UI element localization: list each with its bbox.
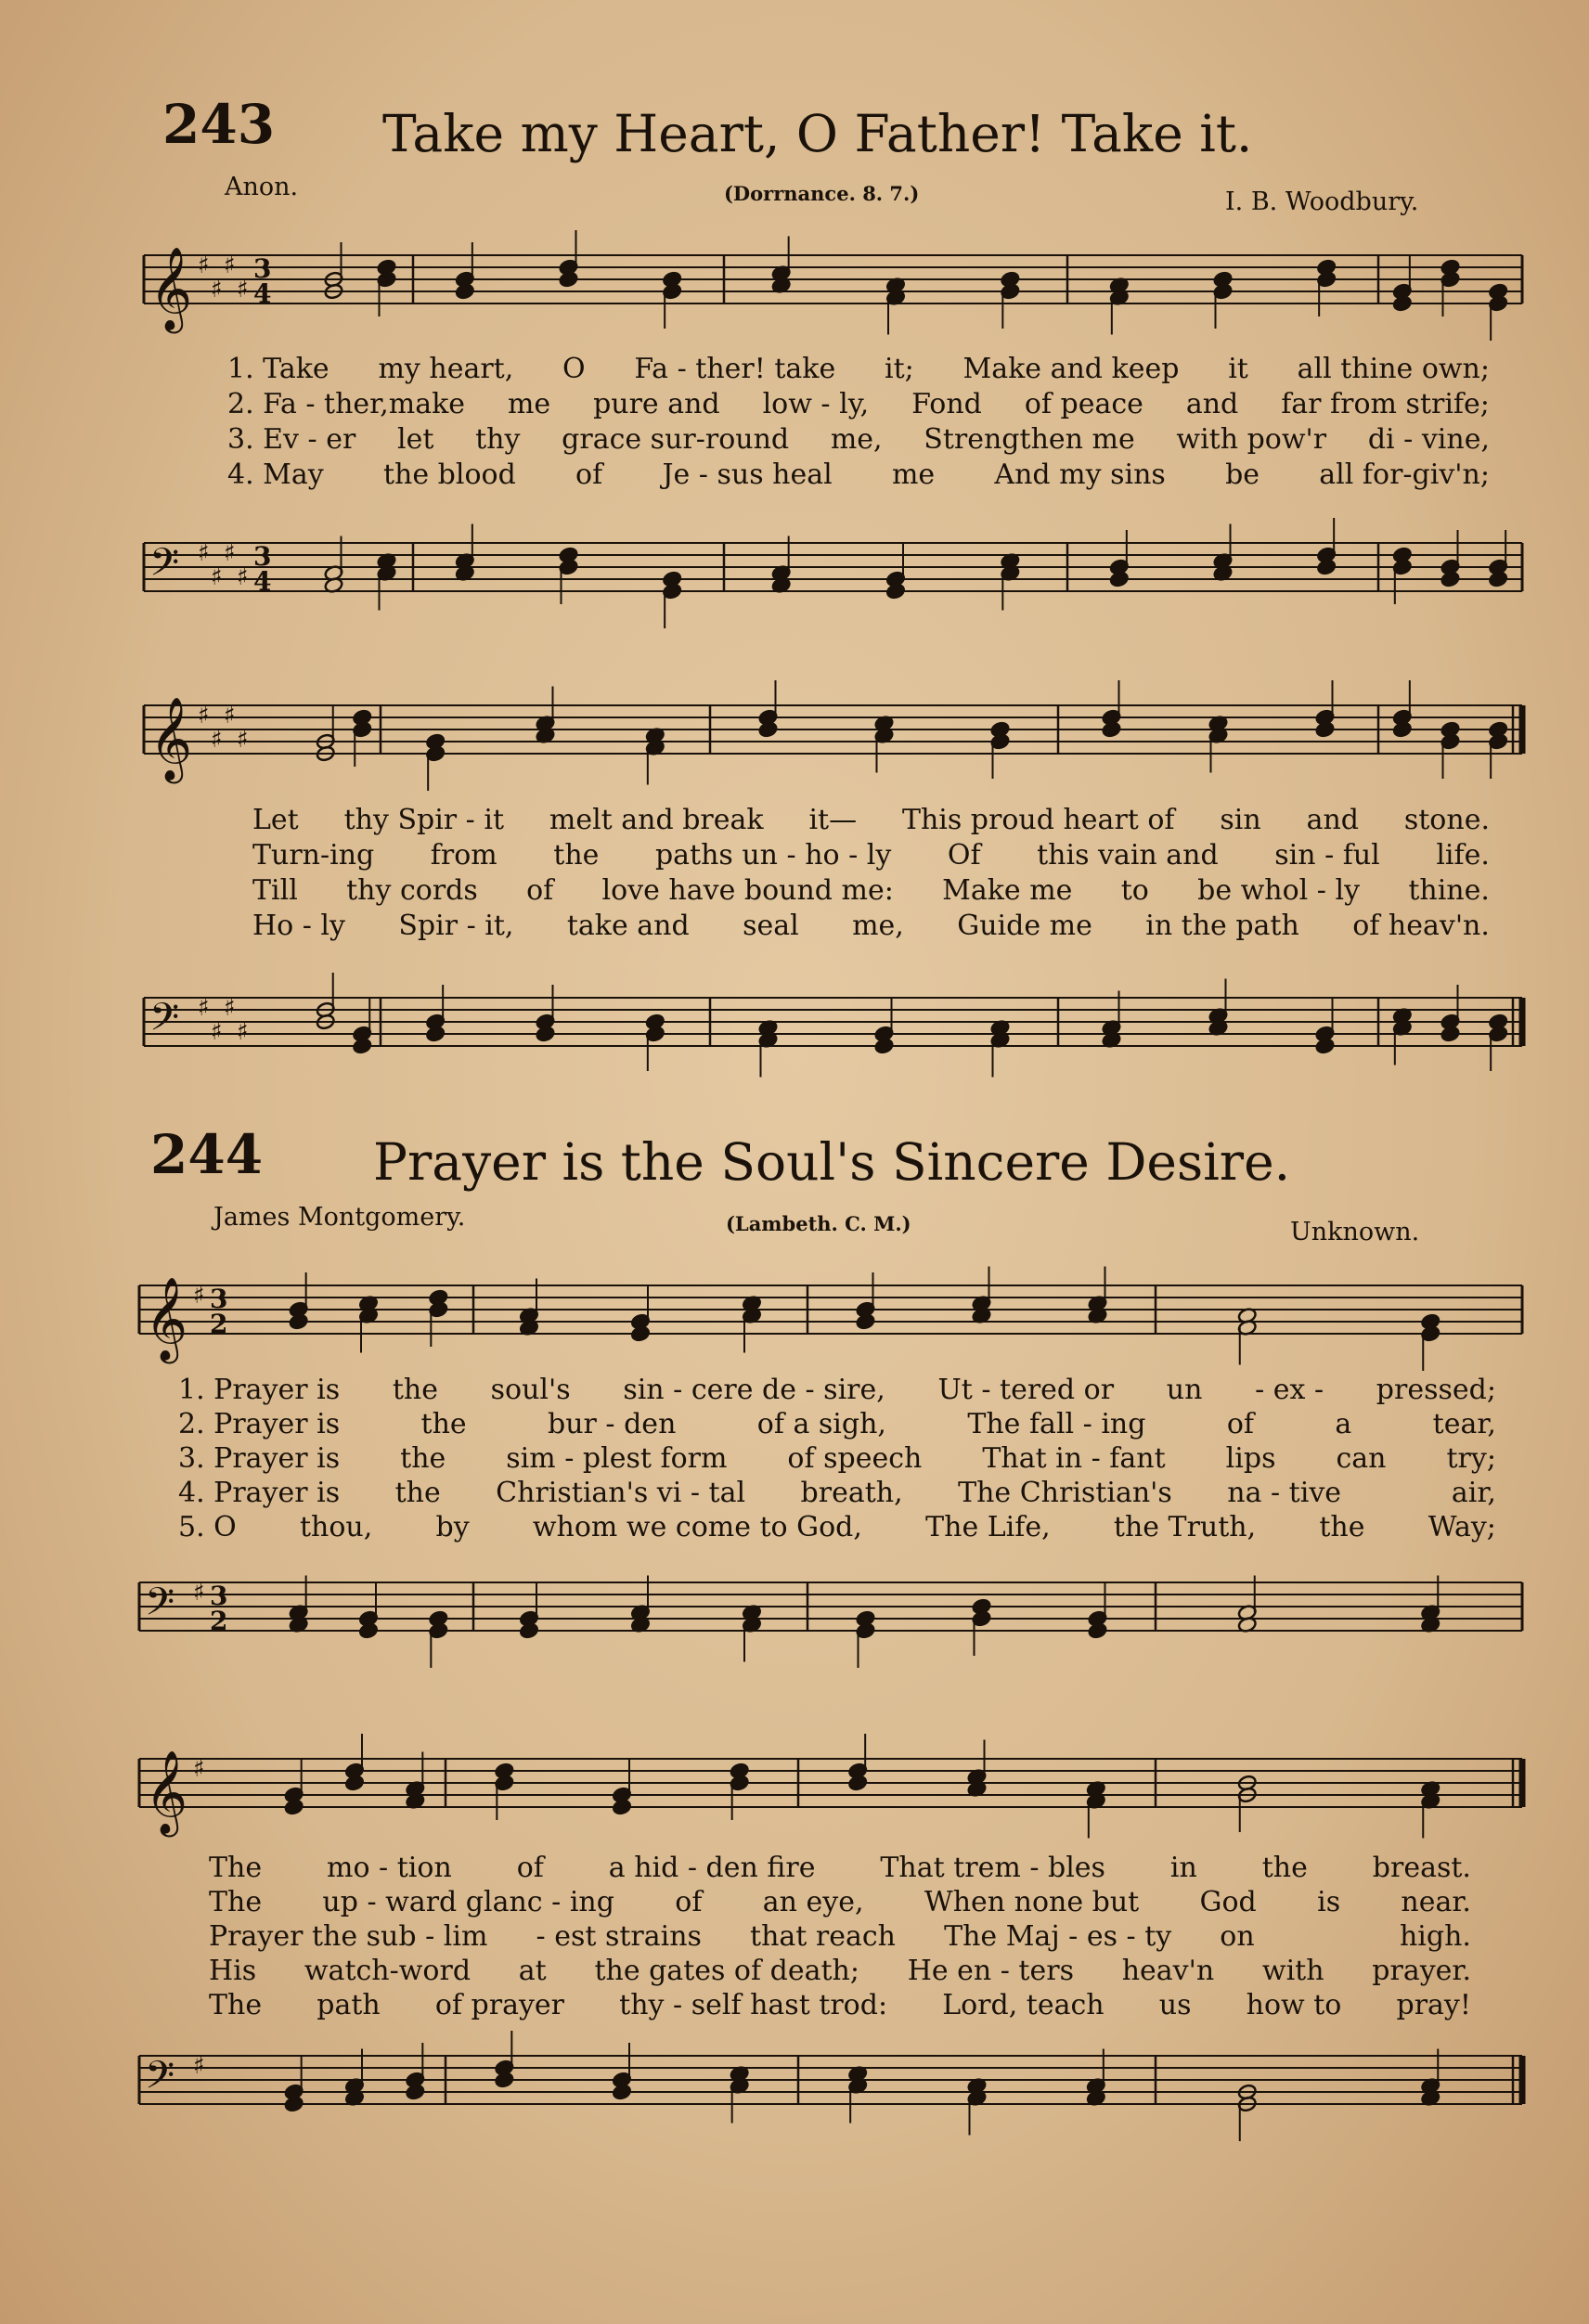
sharp-icon: ♯: [198, 539, 210, 567]
note-head: [344, 1775, 364, 1791]
note-head: [353, 1038, 372, 1054]
note-head: [406, 2084, 425, 2100]
lyric-syllable: with pow'r: [1176, 423, 1327, 456]
lyric-syllable: thy: [475, 423, 521, 456]
lyric-syllable: pure and: [593, 388, 720, 420]
sharp-icon: ♯: [224, 702, 236, 729]
lyric-syllable: air,: [1451, 1477, 1496, 1509]
lyric-syllable: a: [1335, 1408, 1352, 1440]
time-signature: 4: [253, 566, 272, 597]
lyric-syllable: me,: [852, 910, 904, 942]
lyric-syllable: bur - den: [548, 1408, 677, 1440]
lyric-syllable: God: [1199, 1886, 1257, 1918]
lyric-syllable: breath,: [800, 1477, 903, 1509]
lyric-syllable: The: [209, 1989, 263, 2021]
note-head: [1102, 721, 1121, 738]
lyric-syllable: be whol - ly: [1197, 874, 1361, 907]
lyric-syllable: this vain and: [1037, 839, 1219, 872]
lyric-syllable: me,: [830, 423, 883, 456]
lyric-syllable: This proud heart of: [901, 804, 1175, 836]
sharp-icon: ♯: [211, 726, 223, 754]
lyric-syllable: 2. Prayer is: [178, 1408, 341, 1440]
lyric-syllable: sin - cere de - sire,: [623, 1374, 885, 1406]
lyric-syllable: the: [394, 1477, 441, 1509]
hymn-title: Take my Heart, O Father! Take it.: [382, 104, 1253, 163]
words-author: Anon.: [225, 173, 299, 201]
sharp-icon: ♯: [193, 1579, 205, 1607]
lyric-syllable: The Christian's: [958, 1477, 1172, 1509]
lyric-syllable: O: [562, 353, 586, 385]
lyric-syllable: the Truth,: [1113, 1511, 1257, 1543]
lyric-syllable: sin: [1220, 804, 1261, 836]
lyric-syllable: low - ly,: [762, 388, 870, 420]
lyric-syllable: of heav'n.: [1352, 910, 1490, 942]
lyric-syllable: of: [1226, 1408, 1255, 1440]
lyric-syllable: up - ward glanc - ing: [322, 1886, 614, 1918]
lyric-syllable: of a sigh,: [756, 1408, 886, 1440]
lyric-syllable: thine.: [1408, 874, 1490, 907]
lyric-syllable: Strengthen me: [924, 423, 1135, 456]
lyric-syllable: thy Spir - it: [343, 804, 505, 836]
music-composer: I. B. Woodbury.: [1225, 187, 1419, 216]
lyric-syllable: and: [1306, 804, 1359, 836]
lyric-syllable: thy cords: [346, 874, 478, 907]
lyric-syllable: the gates of death;: [594, 1955, 859, 1987]
sharp-icon: ♯: [211, 563, 223, 591]
lyric-syllable: the: [400, 1442, 446, 1475]
lyric-syllable: Make me: [942, 874, 1073, 907]
lyric-syllable: on: [1220, 1920, 1255, 1953]
tune-name: (Dorrnance. 8. 7.): [724, 182, 920, 205]
note-head: [1488, 571, 1507, 587]
sharp-icon: ♯: [237, 726, 249, 754]
lyric-syllable: melt and break: [549, 804, 764, 836]
lyric-syllable: is: [1317, 1886, 1341, 1918]
sharp-icon: ♯: [193, 1755, 205, 1783]
lyric-syllable: whom we come to God,: [532, 1511, 862, 1543]
lyric-syllable: Way;: [1428, 1511, 1496, 1543]
lyric-syllable: Guide me: [957, 910, 1092, 942]
lyric-syllable: it: [1228, 353, 1248, 385]
lyric-syllable: The fall - ing: [967, 1408, 1146, 1440]
lyric-syllable: Fond: [911, 388, 982, 420]
lyric-syllable: Make and keep: [962, 353, 1180, 385]
lyric-syllable: pressed;: [1376, 1374, 1496, 1406]
sharp-icon: ♯: [237, 276, 249, 303]
lyric-syllable: of speech: [787, 1442, 923, 1475]
lyric-syllable: And my sins: [994, 458, 1166, 491]
time-signature: 3: [253, 253, 272, 284]
music-composer: Unknown.: [1290, 1218, 1420, 1246]
lyric-syllable: na - tive: [1227, 1477, 1342, 1509]
note-head: [289, 1313, 308, 1330]
lyric-syllable: - ex -: [1255, 1374, 1324, 1406]
lyric-syllable: breast.: [1372, 1852, 1471, 1884]
lyric-syllable: it;: [884, 353, 914, 385]
lyric-syllable: the: [553, 839, 600, 872]
tune-name: (Lambeth. C. M.): [726, 1212, 911, 1235]
hymn-title: Prayer is the Soul's Sincere Desire.: [373, 1132, 1291, 1192]
lyric-syllable: us: [1158, 1989, 1192, 2021]
note-head: [1392, 721, 1412, 738]
note-head: [425, 1026, 445, 1042]
treble-clef-icon: 𝄞: [145, 1277, 188, 1361]
lyric-syllable: a hid - den fire: [608, 1852, 816, 1884]
lyric-syllable: my heart,: [378, 353, 514, 385]
lyric-syllable: the: [1261, 1852, 1308, 1884]
time-signature: 3: [253, 541, 272, 572]
lyric-syllable: all for-giv'n;: [1319, 458, 1490, 491]
lyric-syllable: and: [1185, 388, 1239, 420]
treble-clef-icon: 𝄞: [149, 697, 193, 781]
note-head: [519, 1622, 538, 1639]
sharp-icon: ♯: [198, 702, 210, 729]
lyric-syllable: try;: [1446, 1442, 1496, 1475]
lyric-syllable: by: [435, 1511, 470, 1543]
note-head: [612, 1799, 631, 1815]
lyric-syllable: That trem - bles: [880, 1852, 1105, 1884]
lyric-syllable: Let: [252, 804, 299, 836]
lyric-syllable: from: [430, 839, 497, 872]
sharp-icon: ♯: [237, 563, 249, 591]
lyric-syllable: stone.: [1403, 804, 1490, 836]
lyric-syllable: paths un - ho - ly: [654, 839, 892, 872]
treble-clef-icon: 𝄞: [149, 247, 193, 330]
lyric-syllable: be: [1225, 458, 1260, 491]
lyric-syllable: He en - ters: [907, 1955, 1074, 1987]
lyric-syllable: of prayer: [434, 1989, 565, 2021]
lyric-syllable: sim - plest form: [506, 1442, 728, 1475]
lyric-syllable: Ut - tered or: [937, 1374, 1115, 1406]
lyric-syllable: When none but: [924, 1886, 1140, 1918]
lyric-syllable: 4. Prayer is: [178, 1477, 341, 1509]
lyric-syllable: to: [1120, 874, 1149, 907]
lyric-syllable: let: [397, 423, 434, 456]
time-signature: 4: [253, 278, 272, 309]
note-head: [1315, 721, 1335, 738]
sharp-icon: ♯: [237, 1018, 249, 1046]
lyric-syllable: 3. Ev - er: [227, 423, 356, 456]
note-head: [1392, 295, 1412, 312]
time-signature: 2: [210, 1309, 228, 1339]
lyric-syllable: thy - self hast trod:: [619, 1989, 888, 2021]
words-author: James Montgomery.: [213, 1203, 466, 1232]
lyric-syllable: far from strife;: [1281, 388, 1490, 420]
lyric-syllable: me: [891, 458, 936, 491]
note-head: [559, 271, 578, 288]
note-head: [1315, 1038, 1335, 1054]
lyric-syllable: near.: [1401, 1886, 1471, 1918]
note-head: [1440, 571, 1460, 587]
note-head: [874, 1038, 894, 1054]
note-head: [455, 283, 474, 300]
lyric-syllable: with: [1261, 1955, 1324, 1987]
lyric-syllable: 2. Fa - ther,make: [227, 388, 466, 420]
lyric-syllable: the: [1319, 1511, 1365, 1543]
lyric-syllable: grace sur-round: [562, 423, 790, 456]
lyric-syllable: that reach: [750, 1920, 896, 1953]
hymn-number: 244: [150, 1123, 264, 1186]
note-head: [630, 1325, 650, 1342]
note-head: [1088, 1622, 1107, 1639]
lyric-syllable: me: [507, 388, 551, 420]
lyric-syllable: it—: [808, 804, 858, 836]
lyric-syllable: Ho - ly: [252, 910, 345, 942]
sharp-icon: ♯: [224, 539, 236, 567]
sharp-icon: ♯: [198, 994, 210, 1022]
lyric-syllable: sin - ful: [1274, 839, 1380, 872]
lyric-syllable: The Life,: [925, 1511, 1051, 1543]
bass-clef-icon: 𝄢: [145, 1580, 175, 1633]
lyric-syllable: Spir - it,: [398, 910, 514, 942]
sharp-icon: ♯: [224, 994, 236, 1022]
note-head: [885, 583, 905, 600]
note-head: [284, 1799, 304, 1815]
time-signature: 3: [210, 1581, 228, 1611]
lyric-syllable: the: [392, 1374, 438, 1406]
treble-clef-icon: 𝄞: [145, 1750, 188, 1834]
sharp-icon: ♯: [198, 252, 210, 279]
lyric-syllable: high.: [1399, 1920, 1471, 1953]
note-head: [358, 1622, 378, 1639]
lyric-syllable: pray!: [1396, 1989, 1471, 2021]
note-head: [856, 1313, 875, 1330]
sharp-icon: ♯: [211, 1018, 223, 1046]
lyric-syllable: 4. May: [227, 458, 324, 491]
lyric-syllable: of: [575, 458, 603, 491]
lyric-syllable: all thine own;: [1297, 353, 1490, 385]
lyric-syllable: seal: [743, 910, 799, 942]
lyric-syllable: The: [209, 1886, 263, 1918]
lyric-syllable: the blood: [382, 458, 516, 491]
hymn-number: 243: [162, 93, 276, 156]
lyric-syllable: Turn-ing: [252, 839, 375, 872]
lyric-syllable: Christian's vi - tal: [496, 1477, 746, 1509]
note-head: [495, 2072, 514, 2088]
lyric-syllable: tear,: [1432, 1408, 1496, 1440]
lyric-syllable: take and: [566, 910, 690, 942]
lyric-syllable: love have bound me:: [601, 874, 894, 907]
note-head: [536, 1026, 555, 1042]
bass-clef-icon: 𝄢: [149, 540, 180, 594]
time-signature: 2: [210, 1606, 228, 1636]
lyric-syllable: Of: [947, 839, 981, 872]
lyric-syllable: how to: [1246, 1989, 1342, 2021]
lyric-syllable: of peace: [1024, 388, 1143, 420]
lyric-syllable: Fa - ther! take: [634, 353, 836, 385]
sharp-icon: ♯: [224, 252, 236, 279]
sharp-icon: ♯: [193, 1282, 205, 1310]
lyric-syllable: of: [675, 1886, 703, 1918]
lyric-syllable: of: [516, 1852, 544, 1884]
lyric-syllable: soul's: [490, 1374, 571, 1406]
note-head: [758, 721, 778, 738]
lyric-syllable: Je - sus heal: [662, 458, 833, 491]
lyric-syllable: at: [518, 1955, 547, 1987]
note-head: [1316, 559, 1336, 575]
lyric-syllable: The Maj - es - ty: [944, 1920, 1172, 1953]
lyric-syllable: mo - tion: [327, 1852, 452, 1884]
lyric-syllable: thou,: [299, 1511, 373, 1543]
lyric-syllable: lips: [1225, 1442, 1276, 1475]
lyric-syllable: the: [420, 1408, 467, 1440]
lyric-syllable: Lord, teach: [942, 1989, 1105, 2021]
lyric-syllable: prayer.: [1372, 1955, 1471, 1987]
note-head: [847, 1775, 867, 1791]
note-head: [1440, 1026, 1460, 1042]
note-head: [284, 2096, 304, 2112]
lyric-syllable: That in - fant: [982, 1442, 1166, 1475]
lyric-syllable: path: [317, 1989, 381, 2021]
lyric-syllable: The: [209, 1852, 263, 1884]
lyric-syllable: 3. Prayer is: [178, 1442, 341, 1475]
lyric-syllable: of: [526, 874, 554, 907]
lyric-syllable: 1. Take: [227, 353, 329, 385]
lyric-syllable: - est strains: [536, 1920, 702, 1953]
lyric-syllable: an eye,: [762, 1886, 864, 1918]
lyric-syllable: can: [1336, 1442, 1387, 1475]
lyric-syllable: Till: [252, 874, 298, 907]
sharp-icon: ♯: [211, 276, 223, 303]
lyric-syllable: in the path: [1145, 910, 1299, 942]
lyric-syllable: un: [1166, 1374, 1203, 1406]
lyric-syllable: 5. O: [178, 1511, 237, 1543]
bass-clef-icon: 𝄢: [145, 2053, 175, 2107]
bass-clef-icon: 𝄢: [149, 995, 180, 1049]
note-head: [612, 2084, 631, 2100]
lyric-syllable: heav'n: [1121, 1955, 1215, 1987]
lyric-syllable: 1. Prayer is: [178, 1374, 341, 1406]
lyric-syllable: Prayer the sub - lim: [209, 1920, 488, 1953]
sharp-icon: ♯: [193, 2052, 205, 2080]
lyric-syllable: di - vine,: [1367, 423, 1490, 456]
lyric-syllable: life.: [1436, 839, 1490, 872]
lyric-syllable: His: [209, 1955, 257, 1987]
lyric-syllable: in: [1169, 1852, 1197, 1884]
note-head: [1109, 571, 1129, 587]
time-signature: 3: [210, 1284, 228, 1314]
lyric-syllable: watch-word: [304, 1955, 472, 1987]
